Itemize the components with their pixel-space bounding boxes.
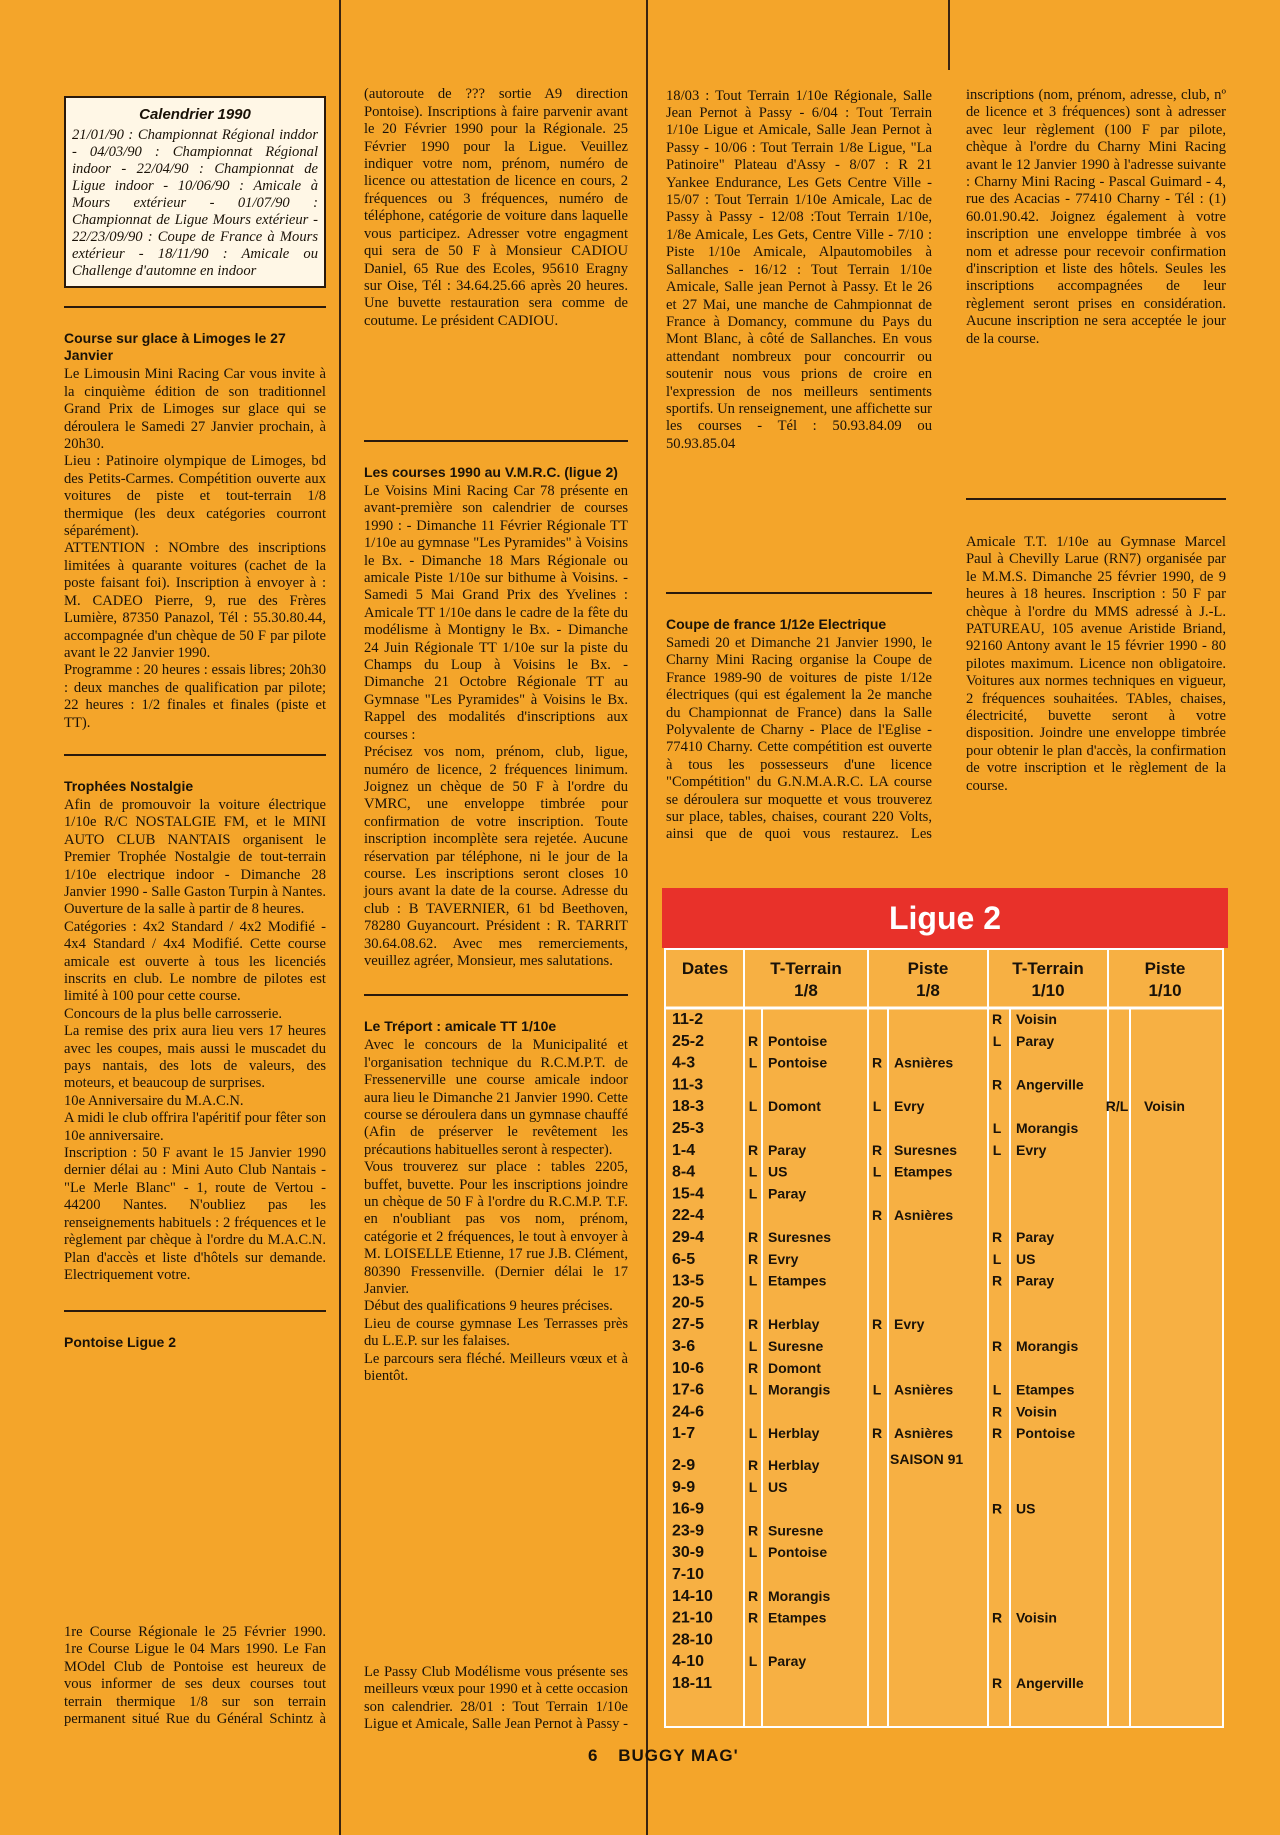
paragraph: inscriptions (nom, prénom, adresse, club, nº de licence et 3 fréquences) sont à adresser avec leur règlement (100 F par pilote, chèque à l'ordre du Charny Mini Racing avant le 12 Janvier 1990 à l'adresse suivante : Charny Mini Racing - Pascal Guimard - 4, rue des Acacias - 77410 Charny - Tél : (1) 60.01.90.42. Joignez également à votre inscription une enveloppe timbrée à vos nom et adresse pour recevoir confirmation d'inscription et liste des hôtels. Seules les inscriptions accompagnées de leur règlement seront prises en considération. Aucune inscription ne sera acceptée le jour de la course. <box>966 88 1226 347</box>
venue-cell: Suresne <box>768 1522 824 1539</box>
venue-cell: Evry <box>894 1316 925 1333</box>
pontoise-title: Pontoise Ligue 2 <box>64 1334 177 1351</box>
date-cell: 1-7 <box>672 1425 696 1443</box>
type-letter: L <box>748 1544 758 1561</box>
paragraph: La remise des prix aura lieu vers 17 heures avec les coupes, mais aussi le muscadet du pays nantais, des lots de valeurs, des moteurs, et beaucoup de surprises. <box>64 1023 326 1092</box>
venue-cell: Asnières <box>894 1207 954 1224</box>
date-cell: 8-4 <box>672 1163 696 1181</box>
venue-cell: Voisin <box>1016 1609 1057 1626</box>
venue-cell: Herblay <box>768 1316 820 1333</box>
type-letter: R/L <box>1105 1098 1129 1115</box>
type-letter: L <box>992 1250 1002 1267</box>
venue-cell: Angerville <box>1016 1675 1084 1691</box>
ligue-table-body <box>664 948 1224 1728</box>
type-letter: L <box>872 1381 882 1398</box>
date-cell: 25-3 <box>672 1120 705 1137</box>
limoges-article <box>64 330 326 732</box>
type-letter: R <box>747 1587 759 1604</box>
divider <box>966 498 1226 500</box>
type-letter: R <box>747 1609 759 1626</box>
date-cell: 4-10 <box>672 1653 705 1671</box>
paragraph: (autoroute de ??? sortie A9 direction Pontoise). Inscriptions à faire parvenir avant le 20 Février 1990 pour la Régionale. 25 Février 1990 pour la Ligue. Veuillez indiquer votre nom, prénom, numéro de licence ou attestation de licence en cours, 2 fréquences ou 3 fréquences, numéro de téléphone, catégorie de voiture dans laquelle vous participez. Adresser votre engagment qui sera de 50 F à Monsieur CADIOU Daniel, 65 Rue des Ecoles, 95610 Eragny sur Oise, Tél : 34.64.25.66 après 20 heures. Une buvette restauration sera comme de coutume. Le président CADIOU. <box>364 88 628 329</box>
date-cell: 27-5 <box>672 1316 705 1334</box>
date-cell: 23-9 <box>672 1522 705 1540</box>
type-letter: L <box>992 1381 1002 1398</box>
venue-cell: Suresnes <box>894 1141 958 1158</box>
type-letter: R <box>747 1457 759 1473</box>
venue-cell: Angerville <box>1016 1076 1084 1093</box>
divider <box>364 440 628 442</box>
paragraph: Samedi 20 et Dimanche 21 Janvier 1990, le Charny Mini Racing organise la Coupe de France 1989-90 de voitures de piste 1/12e électriques (qui est également la 2e manche du Championnat de France) dans la Salle Polyvalente de Charny - Place de l'Eglise - 77410 Charny. Cette compétition est ouverte à tous les possesseurs d'une licence "Compétition" du G.N.M.A.R.C. LA course se déroulera sur moquette et vous trouverez sur place, tables, chaises, courant 220 Volts, ainsi que de quoi vous restaurez. Les <box>666 635 932 843</box>
paragraph: Lieu : Patinoire olympique de Limoges, bd des Petits-Carmes. Compétition ouverte aux voitures de piste et tout-terrain 1/8 thermique (les deux catégories courront séparément). <box>64 453 326 540</box>
type-letter: R <box>991 1076 1003 1093</box>
type-letter: R <box>747 1522 759 1539</box>
venue-cell: Evry <box>1016 1141 1047 1158</box>
venue-cell: Morangis <box>1016 1120 1079 1136</box>
column-1 <box>64 96 326 1353</box>
column-4 <box>966 88 1226 795</box>
venue-cell: Asnières <box>894 1425 954 1442</box>
type-letter: R <box>871 1141 883 1158</box>
paragraph: 18/03 : Tout Terrain 1/10e Régionale, Salle Jean Pernot à Passy - 6/04 : Tout Terrain 1/10e Ligue et Amicale, Salle Jean Pernot à Passy - 10/06 : Tout Terrain 1/8e Ligue, "La Patinoire" Plateau d'Assy - 8/07 : R 21 Yankee Endurance, Les Gets Centre Ville - 15/07 : Tout Terrain 1/10e Amicale, Lac de Passy à Passy - 12/08 :Tout Terrain 1/10e, 1/8e Amicale, Les Gets, Centre Ville - 7/10 : Piste 1/10e Amicale, Alpautomobiles à Sallanches - 16/12 : Tout Terrain 1/10e Amicale, Salle jean Pernot à Passy. Et le 26 et 27 Mai, une manche de Cahmpionnat de France à Domancy, commune du Pays du Mont Blanc, à côté de Sallanches. En vous attendant nombreux pour concourrir ou soutenir nous vous prions de croire en l'expression de nos meilleurs sentiments sportifs. Un renseignement, une affichette sur les courses - Tél : 50.93.84.09 ou 50.93.85.04 <box>666 88 932 452</box>
treport-title: Le Tréport : amicale TT 1/10e <box>364 1018 557 1035</box>
divider <box>364 994 628 996</box>
type-letter: L <box>992 1120 1002 1136</box>
venue-cell: US <box>1016 1500 1036 1517</box>
header-label-2: 1/8 <box>916 981 940 1000</box>
type-letter: R <box>991 1500 1003 1517</box>
venue-cell: Evry <box>894 1098 925 1115</box>
paragraph: Le Voisins Mini Racing Car 78 présente en avant-première son calendrier de courses 1990 : - Dimanche 11 Février Régionale TT 1/10e au gymnase "Les Pyramides" à Voisins le Bx. - Dimanche 18 Mars Régionale ou amicale Piste 1/10e sur bithume à Voisins. - Samedi 5 Mai Grand Prix des Yvelines : Amicale TT 1/10e dans le cadre de la fête du modélisme à Montigny le Bx. - Dimanche 24 Juin Régionale TT 1/10e sur la piste du Champs du Loup à Voisins le Bx. - Dimanche 21 Octobre Régionale TT au Gymnase "Les Pyramides" à Voisins le Bx. Rappel des modalités d'inscriptions aux courses : <box>364 483 628 743</box>
date-cell: 4-3 <box>672 1054 696 1072</box>
type-letter: R <box>871 1054 883 1071</box>
type-letter: R <box>747 1141 759 1158</box>
limoges-title: Course sur glace à Limoges le 27 Janvier <box>64 330 286 364</box>
type-letter: R <box>747 1316 759 1333</box>
treport-article <box>364 1018 628 1385</box>
mms-article <box>966 534 1226 795</box>
type-letter: R <box>747 1359 759 1376</box>
paragraph: Début des qualifications 9 heures précises. <box>364 1298 613 1315</box>
magazine-name: BUGGY MAG' <box>618 1746 739 1765</box>
type-letter: R <box>871 1207 883 1224</box>
venue-cell: Paray <box>768 1141 807 1158</box>
paragraph: Précisez vos nom, prénom, club, ligue, numéro de licence, 2 fréquences linimum. Joignez un chèque de 50 F à l'ordre du VMRC, une enveloppe timbrée pour confirmation de votre inscription. Toute inscription incomplète sera rejetée. Aucune réservation par téléphone, ni le jour de la course. Les inscriptions seront closes 10 jours avant la date de la course. Adresse du club : B TAVERNIER, 61 bd Beethoven, 78280 Guyancourt. Président : R. TARRIT 30.64.08.62. Avec mes remerciements, veuillez agréer, Monsieur, mes salutations. <box>364 744 628 969</box>
page-number: 6 <box>588 1746 599 1765</box>
venue-cell: Etampes <box>768 1272 827 1289</box>
venue-cell: Voisin <box>1144 1098 1185 1115</box>
header-label-1: Piste <box>907 959 949 978</box>
date-cell: 14-10 <box>672 1587 713 1605</box>
venue-cell: Paray <box>1016 1032 1055 1049</box>
venue-cell: Morangis <box>768 1381 831 1398</box>
type-letter: L <box>748 1054 758 1071</box>
vmrc-article <box>364 464 628 970</box>
type-letter: R <box>991 1403 1003 1420</box>
paragraph: Le Limousin Mini Racing Car vous invite à la cinquième édition de son traditionnel Grand Prix de Limoges sur glace qui se déroulera le Samedi 27 Janvier prochain, à 20h30. <box>64 366 326 453</box>
type-letter: R <box>747 1229 759 1245</box>
venue-cell: Domont <box>768 1098 821 1115</box>
calendar-title: Calendrier 1990 <box>139 106 251 123</box>
coupe-article <box>666 616 932 845</box>
header-label-1: Piste <box>1144 959 1186 978</box>
type-letter: R <box>871 1425 883 1442</box>
type-letter: L <box>748 1272 758 1289</box>
type-letter: R <box>991 1011 1003 1027</box>
type-letter: L <box>992 1141 1002 1158</box>
divider <box>64 306 326 308</box>
venue-cell: US <box>768 1478 788 1495</box>
venue-cell: Domont <box>768 1359 821 1376</box>
nostalgie-article <box>64 778 326 1284</box>
header-label-1: Dates <box>681 959 729 978</box>
venue-cell: Herblay <box>768 1425 820 1442</box>
venue-cell: Suresnes <box>768 1229 832 1245</box>
venue-cell: Voisin <box>1016 1403 1057 1420</box>
coupe-text-col3 <box>666 635 932 845</box>
venue-cell: Pontoise <box>768 1054 828 1071</box>
type-letter: L <box>748 1098 758 1115</box>
date-cell: 7-10 <box>672 1566 705 1583</box>
venue-cell: Paray <box>768 1653 807 1670</box>
date-cell: 25-2 <box>672 1032 705 1050</box>
saison-label: SAISON 91 <box>890 1451 964 1468</box>
paragraph: ATTENTION : NOmbre des inscriptions limitées à quarante voitures (cachet de la poste faisant foi). Inscription à envoyer à : M. CADEO Pierre, 9, rue des Frères Lumière, 87350 Panazol, Tél : 55.30.80.44, accompagnée d'un chèque de 50 F par pilote avant le 22 Janvier 1990. <box>64 540 326 661</box>
venue-cell: Asnières <box>894 1381 954 1398</box>
venue-cell: Morangis <box>1016 1338 1079 1354</box>
type-letter: R <box>991 1609 1003 1626</box>
nostalgie-title: Trophées Nostalgie <box>64 777 194 794</box>
date-cell: 13-5 <box>672 1272 705 1290</box>
header-label-2: 1/10 <box>1148 981 1182 1000</box>
date-cell: 28-10 <box>672 1631 713 1649</box>
ligue-table <box>662 888 1228 1728</box>
vmrc-title: Les courses 1990 au V.M.R.C. (ligue 2) <box>364 464 618 480</box>
type-letter: L <box>748 1425 758 1442</box>
paragraph: 10e Anniversaire du M.A.C.N. <box>64 1092 244 1109</box>
type-letter: R <box>747 1032 759 1049</box>
venue-cell: US <box>1016 1250 1036 1267</box>
pontoise-text-col1 <box>64 1624 326 1730</box>
type-letter: R <box>991 1425 1003 1442</box>
venue-cell: Herblay <box>768 1457 820 1473</box>
header-label-1: T-Terrain <box>770 959 842 978</box>
type-letter: L <box>748 1381 758 1398</box>
ligue-title: Ligue 2 <box>662 888 1228 948</box>
venue-cell: US <box>768 1163 788 1180</box>
type-letter: L <box>872 1098 882 1115</box>
date-cell: 10-6 <box>672 1359 705 1377</box>
venue-cell: Etampes <box>1016 1381 1075 1398</box>
pontoise-text-col2 <box>364 88 628 420</box>
venue-cell: Paray <box>768 1185 807 1202</box>
divider <box>64 1310 326 1312</box>
date-cell: 29-4 <box>672 1229 705 1246</box>
date-cell: 18-11 <box>672 1675 713 1692</box>
paragraph: Le Passy Club Modélisme vous présente ses meilleurs vœux pour 1990 et à cette occasion son calendrier. 28/01 : Tout Terrain 1/10e Ligue et Amicale, Salle Jean Pernot à Passy - <box>364 1664 628 1733</box>
venue-cell: Etampes <box>894 1163 953 1180</box>
divider <box>64 754 326 756</box>
date-cell: 22-4 <box>672 1207 705 1225</box>
column-rule <box>948 0 950 70</box>
date-cell: 1-4 <box>672 1141 696 1159</box>
paragraph: 1re Course Régionale le 25 Février 1990. 1re Course Ligue le 04 Mars 1990. Le Fan MOdel Club de Pontoise est heureux de vous informer de ses deux courses tout terrain thermique 1/8 sur son terrain permanent situé Rue du Général Schintz à <box>64 1624 326 1728</box>
venue-cell: Paray <box>1016 1229 1055 1245</box>
paragraph: Programme : 20 heures : essais libres; 20h30 : deux manches de qualification par pilote; 22 heures : 1/2 finales et finales (piste et TT). <box>64 662 326 731</box>
date-cell: 17-6 <box>672 1381 705 1399</box>
date-cell: 6-5 <box>672 1250 696 1268</box>
paragraph: Afin de promouvoir la voiture électrique 1/10e R/C NOSTALGIE FM, et le MINI AUTO CLUB NANTAIS organisent le Premier Trophée Nostalgie de tout-terrain 1/10e electrique indoor - Dimanche 28 Janvier 1990 - Salle Gaston Turpin à Nantes. Ouverture de la salle à partir de 8 heures. <box>64 796 326 918</box>
date-cell: 18-3 <box>672 1098 705 1116</box>
column-rule <box>339 0 341 1835</box>
type-letter: L <box>748 1338 758 1354</box>
coupe-title: Coupe de france 1/12e Electrique <box>666 616 887 632</box>
paragraph: Concours de la plus belle carrosserie. <box>64 1005 283 1022</box>
type-letter: L <box>748 1478 758 1495</box>
paragraph: Lieu de course gymnase Les Terrasses près du L.E.P. sur les falaises. <box>364 1315 628 1350</box>
paragraph: Avec le concours de la Municipalité et l'organisation technique du R.C.M.P.T. de Fressenerville une course amicale indoor aura lieu le Dimanche 21 Janvier 1990. Cette course se déroulera dans un gymnase chauffé (Afin de préserver le revêtement les précautions habituelles seront à respecter). <box>364 1037 628 1158</box>
date-cell: 16-9 <box>672 1500 705 1518</box>
type-letter: L <box>748 1185 758 1202</box>
date-cell: 11-3 <box>672 1076 704 1094</box>
date-cell: 11-2 <box>672 1011 704 1028</box>
type-letter: L <box>872 1163 882 1180</box>
venue-cell: Paray <box>1016 1272 1055 1289</box>
date-cell: 2-9 <box>672 1457 696 1474</box>
venue-cell: Pontoise <box>1016 1425 1076 1442</box>
paragraph: Vous trouverez sur place : tables 2205, buffet, buvette. Pour les inscriptions joindre un chèque de 50 F à l'ordre du R.C.M.P. T.F. en n'oubliant pas vos nom, prénom, catégorie et 2 fréquences, le tout à envoyer à M. LOISELLE Etienne, 17 rue J.B. Clément, 80390 Fressenville. (Dernier délai le 17 Janvier. <box>364 1159 628 1298</box>
paragraph: Catégories : 4x2 Standard / 4x2 Modifié - 4x4 Standard / 4x4 Modifié. Cette course amicale est ouverte à tous les licenciés inscrits en club. Le nombre de pilotes est limité à 100 pour cette course. <box>64 918 326 1005</box>
venue-cell: Suresne <box>768 1338 824 1354</box>
venue-cell: Morangis <box>768 1587 831 1604</box>
passy-text-col2 <box>364 1664 628 1734</box>
type-letter: R <box>991 1272 1003 1289</box>
type-letter: L <box>748 1163 758 1180</box>
type-letter: L <box>748 1653 758 1670</box>
venue-cell: Pontoise <box>768 1544 828 1561</box>
type-letter: R <box>991 1338 1003 1354</box>
header-label-1: T-Terrain <box>1012 959 1084 978</box>
type-letter: R <box>991 1229 1003 1245</box>
paragraph: A midi le club offrira l'apéritif pour fêter son 10e anniversaire. <box>64 1110 326 1144</box>
venue-cell: Asnières <box>894 1054 954 1071</box>
column-rule <box>646 0 648 1835</box>
header-label-2: 1/10 <box>1031 981 1065 1000</box>
date-cell: 15-4 <box>672 1185 705 1203</box>
date-cell: 9-9 <box>672 1478 696 1496</box>
venue-cell: Pontoise <box>768 1032 828 1049</box>
calendar-text: 21/01/90 : Championnat Régional inddor - 04/03/90 : Championnat Régional indoor - 22/04/90 : Championnat de Ligue indoor - 10/06/90 : Amicale à Mours extérieur - 01/07/90 : Championnat de Ligue Mours extérieur - 22/23/09/90 : Coupe de France à Mours extérieur - 18/11/90 : Amicale ou Challenge d'automne en indoor <box>72 127 318 280</box>
date-cell: 20-5 <box>672 1294 705 1312</box>
date-cell: 3-6 <box>672 1338 696 1355</box>
passy-text-col3 <box>666 88 932 578</box>
header-label-2: 1/8 <box>794 981 818 1000</box>
page-footer <box>588 1746 739 1766</box>
paragraph: Inscription : 50 F avant le 15 Janvier 1990 dernier délai au : Mini Auto Club Nantais - "Le Merle Blanc" - 1, route de Vertou - 44200 Nantes. N'oubliez pas les renseignements habituels : 2 fréquences et le règlement par chèque à l'ordre du M.A.C.N. Plan d'accès et liste d'hôtels sur demande. Electriquement votre. <box>64 1145 326 1283</box>
paragraph: Le parcours sera fléché. Meilleurs vœux et à bientôt. <box>364 1350 628 1385</box>
type-letter: L <box>992 1032 1002 1049</box>
date-cell: 21-10 <box>672 1609 713 1627</box>
venue-cell: Etampes <box>768 1609 827 1626</box>
column-2 <box>364 88 628 1386</box>
coupe-text-col4 <box>966 88 1226 478</box>
calendar-box <box>64 96 326 288</box>
column-3 <box>666 88 932 845</box>
type-letter: R <box>871 1316 883 1333</box>
type-letter: R <box>747 1250 759 1267</box>
date-cell: 24-6 <box>672 1403 705 1421</box>
ligue-grid <box>666 950 1222 1726</box>
type-letter: R <box>991 1675 1003 1691</box>
date-cell: 30-9 <box>672 1544 705 1562</box>
divider <box>666 592 932 594</box>
pontoise-article <box>64 1334 326 1351</box>
venue-cell: Voisin <box>1016 1011 1057 1027</box>
paragraph: Amicale T.T. 1/10e au Gymnase Marcel Paul à Chevilly Larue (RN7) organisée par le M.M.S. Dimanche 25 février 1990, de 9 heures à 18 heures. Inscription : 50 F par chèque à l'ordre du MMS adressé à J.-L. PATUREAU, 105 avenue Aristide Briand, 92160 Antony avant le 15 février 1990 - 80 pilotes maximum. Licence non obligatoire. Voitures aux normes techniques en vigueur, 2 fréquences souhaitées. TAbles, chaises, électricité, buvette seront à votre disposition. Joindre une enveloppe timbrée pour obtenir le plan d'accès, la confirmation de votre inscription et le règlement de la course. <box>966 534 1226 794</box>
venue-cell: Evry <box>768 1250 799 1267</box>
